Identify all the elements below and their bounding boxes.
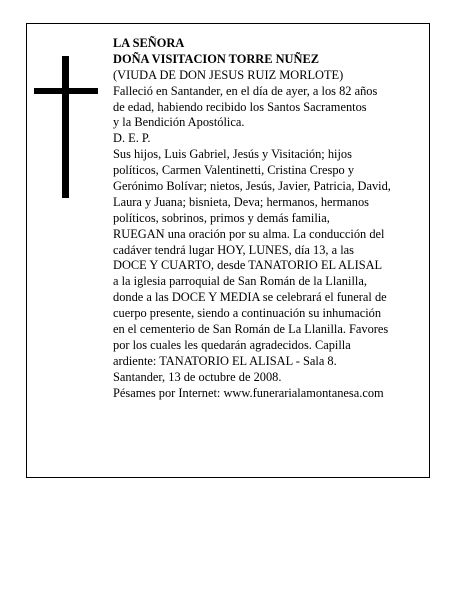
obituary-text bbox=[113, 36, 425, 401]
cross-vertical-bar bbox=[62, 56, 69, 198]
widow-of-line: (VIUDA DE DON JESUS RUIZ MORLOTE) bbox=[113, 67, 344, 82]
death-statement-line: y la Bendición Apostólica. bbox=[113, 115, 245, 130]
rip-line: D. E. P. bbox=[113, 131, 151, 146]
family-line: Sus hijos, Luis Gabriel, Jesús y Visitación; hijos bbox=[113, 147, 352, 162]
funeral-details-line: DOCE Y CUARTO, desde TANATORIO EL ALISAL bbox=[113, 258, 383, 273]
family-line: Gerónimo Bolívar; nietos, Jesús, Javier, Patricia, David, bbox=[113, 179, 391, 194]
funeral-details-line: cadáver tendrá lugar HOY, LUNES, día 13, a las bbox=[113, 242, 354, 257]
funeral-details-line: ardiente: TANATORIO EL ALISAL - Sala 8. bbox=[113, 353, 337, 368]
funeral-details-line: cuerpo presente, siendo a continuación su inhumación bbox=[113, 306, 382, 321]
place-date-line: Santander, 13 de octubre de 2008. bbox=[113, 369, 282, 384]
notice-heading-title: LA SEÑORA bbox=[113, 36, 185, 50]
death-statement-line: Falleció en Santander, en el día de ayer, a los 82 años bbox=[113, 83, 378, 98]
funeral-details-line: donde a las DOCE Y MEDIA se celebrará el funeral de bbox=[113, 290, 387, 305]
cross-horizontal-bar bbox=[34, 88, 98, 94]
death-statement-line: de edad, habiendo recibido los Santos Sacramentos bbox=[113, 99, 367, 114]
latin-cross-icon bbox=[34, 56, 98, 198]
funeral-details-line: a la iglesia parroquial de San Román de la Llanilla, bbox=[113, 274, 367, 289]
funeral-details-line: en el cementerio de San Román de La Llanilla. Favores bbox=[113, 322, 389, 337]
funeral-details-line: RUEGAN una oración por su alma. La conducción del bbox=[113, 226, 385, 241]
family-line: Laura y Juana; bisnieta, Deva; hermanos, hermanos bbox=[113, 194, 369, 209]
condolences-web-line: Pésames por Internet: www.funerarialamontanesa.com bbox=[113, 385, 384, 400]
funeral-details-line: por los cuales les quedarán agradecidos. Capilla bbox=[113, 337, 351, 352]
deceased-name: DOÑA VISITACION TORRE NUÑEZ bbox=[113, 51, 319, 66]
family-line: políticos, sobrinos, primos y demás familia, bbox=[113, 210, 330, 225]
family-line: políticos, Carmen Valentinetti, Cristina Crespo y bbox=[113, 163, 355, 178]
